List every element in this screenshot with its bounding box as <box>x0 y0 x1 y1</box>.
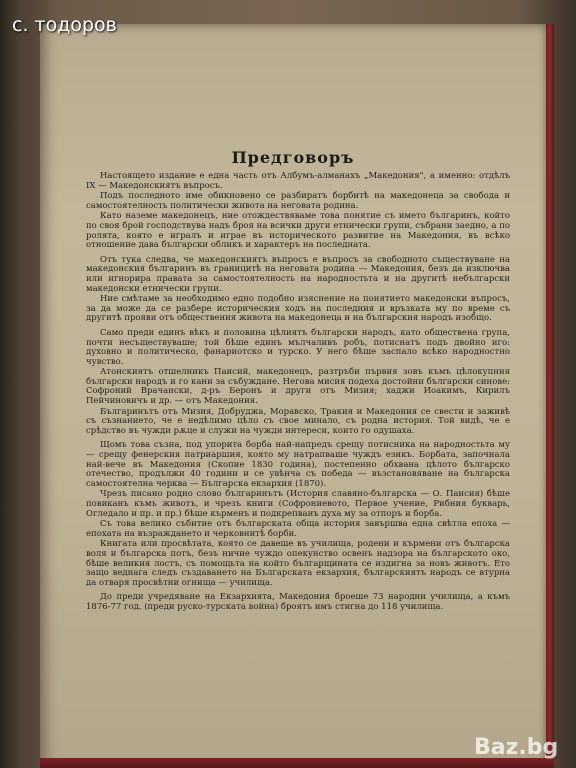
paragraph-11: Съ това велико събитие отъ българската обща история завършва една свѣтла епоха — епохата на възраждането и черковнитѣ борби. <box>86 519 510 539</box>
paragraph-7: Атонскиятъ отшелникъ Паисий, македонецъ, разтръби първия зовъ къмъ цѣлокупния български народъ и го кани за събуждане. Негова мисия подехa достойни български синове: Софроний Врачански, д-ръ Беронъ и други отъ Мизия; хаджи Иоакимъ, Кирилъ Пейчиновичъ и др. — отъ Македония. <box>86 367 510 407</box>
paragraph-4: Отъ тука следва, че македонскиятъ въпросъ е въпросъ за свободното съществуване на македонския българинъ въ границитѣ на неговата родина — Македония, безъ да изключва или игнорира правата за самостоятелность на народностьта и на другитѣ небългарски македонски етнически групи. <box>86 254 510 294</box>
paragraph-13: До преди учредяване на Екзархията, Македония броеше 73 народни училища, а къмъ 1876-77 год. (преди руско-турската война) броятъ имъ стигна до 118 училища. <box>86 592 510 612</box>
book-cover-edge <box>546 24 554 768</box>
paragraph-12: Книгата или просвѣтата, която се давеше въ училища, родени и кърмени отъ българска воля и българска потъ, безъ ничие чуждо опекунство освенъ надзора на българското око, бѣше великия лостъ, съ помощьта на който българщината се издигна за новъ животъ. Ето защо веднага следъ създаването на Българската екзархия, българскиятъ народъ се втурна да отваря просвѣтни огнища — училища. <box>86 539 510 588</box>
page-title: Предговоръ <box>231 148 355 167</box>
paragraph-10: Чрезъ писано родно слово българинътъ (История славяно-българска — О. Паисия) бѣше повиканъ къмъ животъ, и чрезъ книги (Софрониевото, Первое учение, Рибния букварь, Огледало и пр. и пр.) бѣше кърменъ и подкрепванъ духа му за отпоръ и борба. <box>86 489 510 519</box>
watermark-text: с. тодоров <box>12 14 117 36</box>
paragraph-2: Подъ последното име обикновено се разбиратъ борбитѣ на македонеца за свобода и самостоятелность политически живота на неговата родина. <box>86 191 510 211</box>
document-body <box>86 172 510 614</box>
paragraph-5: Ние смѣтаме за необходимо едно подобно изяснение на понятието македонски въпросъ, за да може да се разбере историческия ходъ на последния и връзката му по време съ другитѣ прояви отъ обществения живота на македонеца и на българския народъ изобщо. <box>86 294 510 324</box>
paragraph-3: Като наземе македонецъ, ние отождествяваме това понятие съ името българинъ, който по своя брой господствува надъ броя на всички други етнически групи, събрани заедно, а по ролята, която е игралъ и играе въ историческото развитие на Македония, въ всѣко отношение дава български обликъ и характеръ на последната. <box>86 211 510 251</box>
paragraph-8: Българинътъ отъ Мизия, Добруджа, Моравско, Тракия и Македония се свести и заживѣ съ съзнанието, че е недѣлимо цѣло съ свое минало, съ родна история. Той видѣ, че е срѣдство въ чужди рѫце и служи на чужди интереси, които го одушаха. <box>86 406 510 436</box>
paragraph-6: Само преди единъ вѣкъ и половина цѣлиятъ български народъ, като обществена група, почти несъществуваше; той бѣше единъ мълчаливъ робъ, потиснатъ подъ двойно иго: духовно и политическо, фанариотско и турско. У него бѣше заспало всѣко народностно чувство. <box>86 327 510 367</box>
paragraph-1: Настоящето издание е една часть отъ Албумъ-алманахъ „Македония", а именно: отдѣлъ IX — Македонскиятъ въпросъ. <box>86 171 510 191</box>
bazar-logo-icon <box>472 728 568 764</box>
logo-text: Baz.bg <box>474 735 559 760</box>
paragraph-9: Щомъ това съзна, под упорита борба най-напредъ срещу потисника на народностьта му — срещу фенерския патриаршия, която му натрапваше чуждъ езикъ. Борбата, започнала най-вече въ Македония (Скопие 1830 година), постепенно обхвана цѣлото българско отечество, продължи 40 години и се увѣнча съ победа — възстановяване на българска самостоятелна черква — Българска екзархия (1870). <box>86 440 510 489</box>
